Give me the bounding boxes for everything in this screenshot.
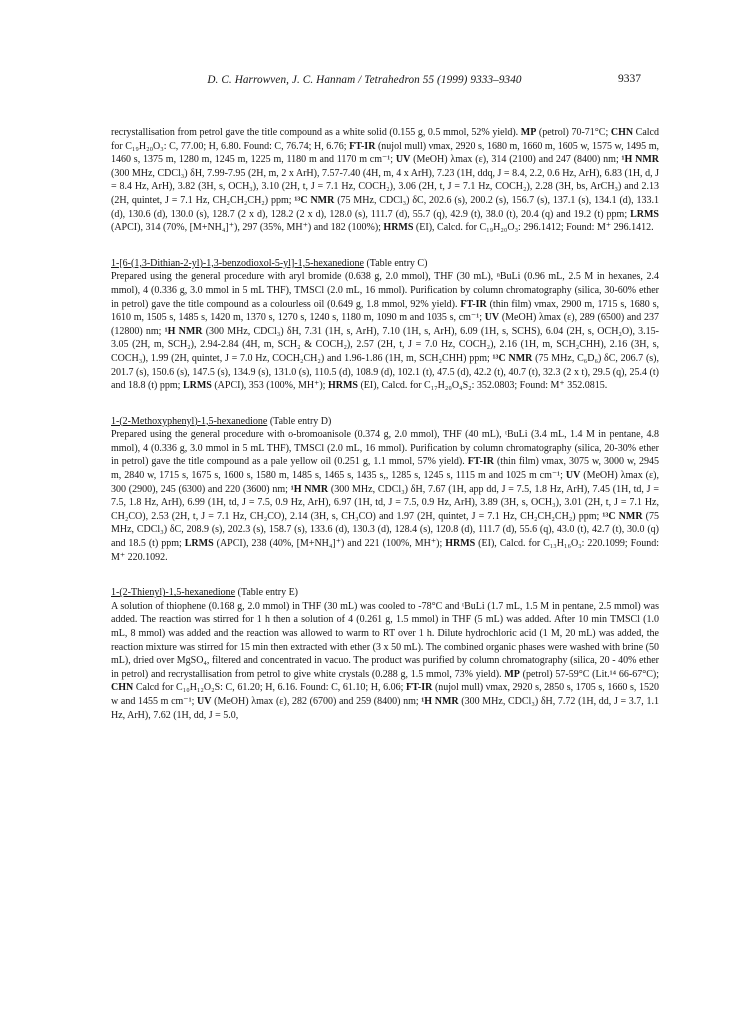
compound-heading <box>111 586 659 600</box>
data-text: (MeOH) λmax (ε), 314 (2100) and 247 (8400) nm; <box>410 154 622 166</box>
data-text: (MeOH) λmax (ε), 300 (2900), 245 (6300) and 220 (3600) nm; <box>111 470 659 495</box>
data-text: (EI), Calcd. for C₁₃H₁₆O₃: 220.1099; Found: M⁺ 220.1092. <box>111 538 659 563</box>
data-label: LRMS <box>184 538 214 550</box>
table-entry-label: (Table entry C) <box>366 257 428 269</box>
data-label: UV <box>395 154 411 166</box>
data-text: (APCI), 314 (70%, [M+NH₄]⁺), 297 (35%, MH⁺) and 182 (100%); <box>111 222 384 234</box>
data-text: (300 MHz, CDCl₃) δH, 7.99-7.95 (2H, m, 2 x ArH), 7.57-7.40 (4H, m, 4 x ArH), 7.23 (1H, ddq, J = 8.4, 2.2, 0.6 Hz, ArH), 6.83 (1H, d, J = 8.4 Hz, ArH), 3.82 (3H, s, OCH₃), 3.10 (2H, t, J = 7.1 Hz, COCH₂), 3.06 (2H, t, J = 7.1 Hz, COCH₂), 2.28 (3H, bs, ArCH₃) and 2.13 (2H, quintet, J = 7.1 Hz, CH₂CH₂CH₂) ppm; <box>111 167 659 206</box>
data-text: (petrol) 57-59°C (Lit.¹⁴ 66-67°C); <box>519 668 659 680</box>
data-label: ¹H NMR <box>164 325 203 337</box>
data-label: UV <box>484 312 500 324</box>
data-label: CHN <box>610 127 634 138</box>
table-entry-label: (Table entry E) <box>237 587 299 599</box>
compound-name: 1-(2-Methoxyphenyl)-1,5-hexanedione <box>111 415 268 427</box>
data-text: (75 MHz, CDCl₃) δC, 202.6 (s), 200.2 (s), 156.7 (s), 137.1 (s), 134.1 (d), 133.1 (d), 130.6 (d), 130.0 (s), 128.7 (2 x d), 128.2 (2 x d), 128.0 (s), 111.7 (d), 55.7 (q), 42.9 (t), 38.0 (t), 20.4 (q) and 19.2 (t) ppm; <box>111 194 659 220</box>
data-text: (APCI), 238 (40%, [M+NH₄]⁺) and 221 (100%, MH⁺); <box>213 538 446 550</box>
characterization-paragraph <box>111 126 659 235</box>
data-label: MP <box>520 127 537 138</box>
compound-block <box>111 126 659 235</box>
data-text: (petrol) 70-71°C; <box>536 127 611 138</box>
table-entry-label: (Table entry D) <box>269 415 332 427</box>
data-label: FT-IR <box>467 456 495 468</box>
page-number: 9337 <box>618 73 641 85</box>
data-label: ¹H NMR <box>621 154 659 166</box>
data-label: HRMS <box>383 222 414 234</box>
data-label: HRMS <box>327 380 358 392</box>
data-text: recrystallisation from petrol gave the title compound as a white solid (0.155 g, 0.5 mmol, 52% yield). <box>111 127 521 138</box>
data-label: ¹³C NMR <box>492 352 533 364</box>
data-text: Prepared using the general procedure with o-bromoanisole (0.374 g, 2.0 mmol), THF (40 mL), ᵗBuLi (3.4 mL, 1.4 M in pentane, 4.8 mmol), 4 (0.336 g, 3.0 mmol in 5 mL THF), TMSCl (2.0 mL, 16 mmol). Purification by column chromatography (silica, 20-30% ether in petrol) gave the title compound as a pale yellow oil (0.251 g, 1.1 mmol, 57% yield). <box>111 429 659 468</box>
characterization-paragraph <box>111 428 659 564</box>
running-head <box>0 74 729 94</box>
characterization-paragraph <box>111 270 659 392</box>
data-label: CHN <box>111 682 134 694</box>
data-label: LRMS <box>630 208 659 220</box>
compound-block <box>111 415 659 565</box>
data-label: ¹³C NMR <box>294 194 335 206</box>
data-text: (EI), Calcd. for C₁₇H₂₀O₄S₂: 352.0803; Found: M⁺ 352.0815. <box>357 380 608 392</box>
compound-heading <box>111 257 659 271</box>
data-label: ¹H NMR <box>290 483 329 495</box>
compound-name: 1-[6-(1,3-Dithian-2-yl)-1,3-benzodioxol-5-yl]-1,5-hexanedione <box>111 257 364 269</box>
data-label: MP <box>504 668 520 680</box>
data-text: Calcd for C₁₉H₂₀O₃: C, 77.00; H, 6.80. Found: C, 76.74; H, 6.76; <box>111 127 659 152</box>
data-label: ¹³C NMR <box>602 510 643 522</box>
characterization-paragraph <box>111 600 659 722</box>
data-label: UV <box>197 695 212 707</box>
compound-heading <box>111 415 659 429</box>
compound-block <box>111 586 659 722</box>
data-label: HRMS <box>445 538 476 550</box>
data-text: (300 MHz, CDCl₃) δH, 7.31 (1H, s, ArH), 7.10 (1H, s, ArH), 6.09 (1H, s, SCHS), 6.04 (2H, s, OCH₂O), 3.15-3.05 (2H, m, SCH₂), 2.94-2.84 (4H, m, SCH₂ & COCH₂), 2.57 (2H, t, J = 7.0 Hz, COCH₂), 2.16 (1H, m, SCH₂CHH), 2.16 (3H, s, COCH₃), 1.99 (2H, quintet, J = 7.0 Hz, COCH₂CH₂) and 1.96-1.86 (1H, m, SCH₂CHH) ppm; <box>111 325 659 364</box>
data-text: (MeOH) λmax (ε), 282 (6700) and 259 (8400) nm; <box>211 695 422 707</box>
data-text: (thin film) νmax, 2900 m, 1715 s, 1680 s, 1610 m, 1505 s, 1485 s, 1420 m, 1370 s, 1270 s, 1240 s, 1180 m, 1090 m and 1035 s, cm⁻¹; <box>111 298 659 324</box>
data-label: ¹H NMR <box>421 695 459 707</box>
data-text: (nujol mull) νmax, 2920 s, 1680 m, 1660 m, 1605 w, 1575 w, 1495 m, 1460 s, 1375 m, 1280 m, 1245 m, 1225 m, 1180 m and 1170 m cm⁻¹; <box>111 140 659 166</box>
data-text: (75 MHz, C₆D₆) δC, 206.7 (s), 201.7 (s), 150.6 (s), 147.5 (s), 134.9 (s), 131.0 (s), 110.5 (d), 108.9 (d), 102.1 (t), 47.5 (d), 42.2 (t), 40.7 (t), 32.3 (2 x t), 29.5 (q), 25.4 (t) and 18.8 (t) ppm; <box>111 352 659 392</box>
data-text: (thin film) νmax, 3075 w, 3000 w, 2945 m, 2840 w, 1715 s, 1675 s, 1600 s, 1580 m, 1485 s, 1465 s, 1435 s,, 1285 s, 1245 s, 1115 m and 1025 m cm⁻¹; <box>111 456 659 482</box>
data-text: (EI), Calcd. for C₁₉H₂₀O₃: 296.1412; Found: M⁺ 296.1412. <box>413 222 654 234</box>
data-text: (300 MHz, CDCl₃) δH, 7.67 (1H, app dd, J = 7.5, 1.8 Hz, ArH), 7.45 (1H, td, J = 7.5, 1.8 Hz, ArH), 6.99 (1H, td, J = 7.5, 0.9 Hz, ArH), 6.97 (1H, td, J = 7.5, 0.9 Hz, ArH), 3.89 (3H, s, OCH₃), 3.01 (2H, t, J = 7.1 Hz, CH₂CO), 2.53 (2H, t, J = 7.1 Hz, CH₂CO), 2.14 (3H, s, CH₃CO) and 1.97 (2H, quintet, J = 7.1 Hz, CH₂CH₂CH₂) ppm; <box>111 483 659 522</box>
data-label: LRMS <box>182 380 212 392</box>
data-text: A solution of thiophene (0.168 g, 2.0 mmol) in THF (30 mL) was cooled to -78°C and ᵗBuLi (1.7 mL, 1.5 M in pentane, 2.5 mmol) was added. The reaction was stirred for 1 h then a solution of 4 (0.261 g, 1.5 mmol) in THF (5 mL) was added. After 10 min TMSCl (1.0 mL, 8 mmol) was added and the reaction was allowed to warm to RT over 1 h. Dilute hydrochloric acid (1 M, 20 mL) was added, the reaction mixture was stirred for 15 min then extracted with ether (3 x 50 mL). The combined organic phases were washed with brine (50 mL), dried over MgSO₄, filtered and concentrated in vacuo. The product was purified by column chromatography (silica, 20 - 40% ether in petrol) and recrystallisation from petrol to give white crystals (0.288 g, 1.5 mmol, 73% yield). <box>111 600 659 680</box>
data-text: (MeOH) λmax (ε), 289 (6500) and 237 (12800) nm; <box>111 312 659 337</box>
running-title: D. C. Harrowven, J. C. Hannam / Tetrahedron 55 (1999) 9333–9340 <box>207 74 522 86</box>
data-text: Prepared using the general procedure with aryl bromide (0.638 g, 2.0 mmol), THF (30 mL), ⁿBuLi (0.96 mL, 2.5 M in hexanes, 2.4 mmol), 4 (0.336 g, 3.0 mmol in 5 mL THF), TMSCl (2.0 mL, 16 mmol). Purification by column chromatography (silica, 30-60% ether in petrol) gave the title compound as a colourless oil (0.649 g, 1.8 mmol, 92% yield). <box>111 271 659 310</box>
compound-name: 1-(2-Thienyl)-1,5-hexanedione <box>111 587 236 599</box>
data-label: FT-IR <box>406 682 433 694</box>
data-text: (75 MHz, CDCl₃) δC, 208.9 (s), 202.3 (s), 158.7 (s), 133.6 (d), 130.3 (d), 128.4 (s), 120.8 (d), 111.7 (d), 55.6 (q), 43.0 (t), 42.7 (t), 30.0 (q) and 18.5 (t) ppm; <box>111 510 659 550</box>
data-text: (nujol mull) νmax, 2920 s, 2850 s, 1705 s, 1660 s, 1520 w and 1455 m cm⁻¹; <box>111 682 660 707</box>
data-label: FT-IR <box>460 298 487 310</box>
data-label: FT-IR <box>349 140 376 152</box>
compound-block <box>111 257 659 393</box>
article-body <box>111 126 659 744</box>
data-text: Calcd for C₁₀H₁₂O₂S: C, 61.20; H, 6.16. Found: C, 61.10; H, 6.06; <box>133 682 407 694</box>
data-text: (APCI), 353 (100%, MH⁺); <box>211 380 328 392</box>
data-label: UV <box>565 470 581 482</box>
data-text: (300 MHz, CDCl₃) δH, 7.72 (1H, dd, J = 3.7, 1.1 Hz, ArH), 7.62 (1H, dd, J = 5.0, <box>111 695 659 721</box>
